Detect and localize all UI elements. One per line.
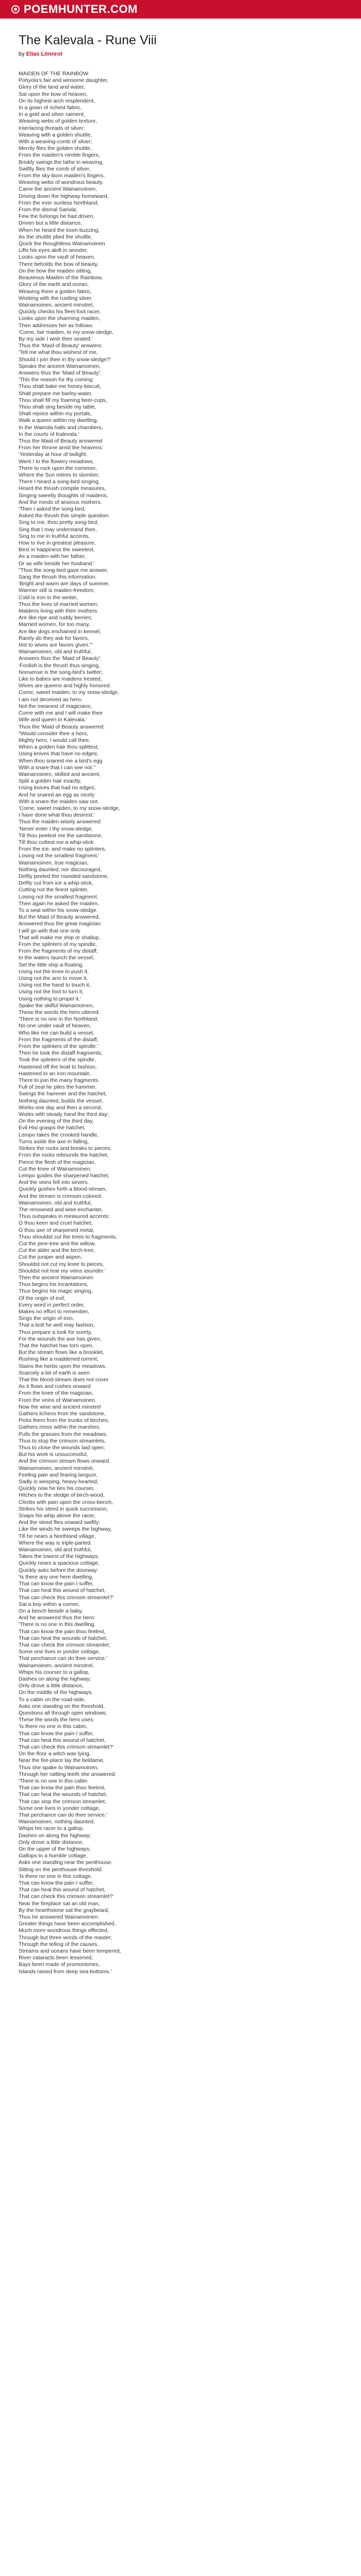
- poem-line: 'There is no one in this cabin: [19, 1777, 88, 1784]
- poem-line: With a weaving-comb of silver;: [19, 139, 92, 145]
- logo-text: POEMHUNTER.COM: [24, 3, 138, 15]
- poem-line: Using not the knee to push it,: [19, 968, 89, 975]
- poem-line: O thou keen and cruel hatchet,: [19, 1220, 93, 1227]
- poem-line: Wainamoinen, true magician,: [19, 859, 89, 866]
- poem-line: Thus the maiden wisely answered:: [19, 819, 102, 825]
- poem-line: Thus he answered Wainamoinen:: [19, 1914, 100, 1921]
- poem-line: But the Maid of Beauty answered,: [19, 914, 100, 921]
- poem-line: Whips his racer to a gallop,: [19, 1825, 84, 1832]
- poem-line: 'There is no one in this dwelling,: [19, 1621, 96, 1628]
- poem-line: Set the little ship a-floating,: [19, 961, 84, 968]
- poem-line: Using not the arm to move it,: [19, 975, 88, 982]
- poem-line: By my side I wish thee seated.': [19, 335, 93, 342]
- poem-line: From the splinters of the spindle.': [19, 1043, 99, 1050]
- poem-line: Came the ancient Wainamoinen,: [19, 186, 97, 193]
- poem-line: 'Yesterday at hour of twilight,: [19, 451, 88, 458]
- poem-line: Some one lives in yonder cottage,: [19, 1805, 101, 1811]
- poem-line: Through but three words of the master;: [19, 1934, 112, 1941]
- poem-line: And the veins fell into severs.: [19, 1179, 89, 1186]
- poem-line: Singing sweetly thoughts of maidens,: [19, 492, 108, 499]
- poem-line: I am not deceived as hero,: [19, 696, 83, 703]
- poem-line: From the rocks rebounds the hatchet,: [19, 1152, 109, 1159]
- poem-line: Cut the pine-tree and the willow,: [19, 1240, 96, 1247]
- poem-line: On its highest arch resplendent,: [19, 97, 95, 104]
- poem-line: From the sky-born maiden's fingers,: [19, 173, 105, 179]
- poem-line: Gathers lichens from the sandstone,: [19, 1411, 106, 1417]
- poem-line: Then the ancient Wainamoinen: [19, 1274, 93, 1281]
- poem-line: Glory of the earth and ocean,: [19, 281, 89, 288]
- poem-line: That perchance can do thee service.': [19, 1655, 107, 1662]
- poem-line: O thou axe of sharpened metal,: [19, 1227, 95, 1233]
- poem-line: Rarely do they ask for favors,: [19, 635, 89, 641]
- poem-line: Best in happiness the sweetest,: [19, 547, 95, 553]
- poem-line: Losing not the smallest fragment.: [19, 893, 99, 900]
- poem-line: That can check this crimson streamlet?': [19, 1594, 114, 1601]
- poem-line: Sadly is weeping, heavy-hearted,: [19, 1479, 99, 1485]
- poem-line: Using not the hand to touch it,: [19, 982, 91, 989]
- poem-line: On the middle of the highways,: [19, 1689, 93, 1696]
- poem-line: Turns aside the axe in falling,: [19, 1138, 89, 1145]
- poem-line: As it flows and rushes onward: [19, 1383, 91, 1390]
- poem-line: From the veins of Wainamoinen.: [19, 1397, 96, 1403]
- poem-line: Nothing daunted, builds the vessel,: [19, 1097, 103, 1104]
- poem-line: Whips his courser to a gallop,: [19, 1669, 90, 1675]
- poem-line: Glory of the land and water,: [19, 84, 85, 91]
- poem-line: Where the way is triple-parted.: [19, 1539, 92, 1546]
- poem-line: Gallops to a humble cottage,: [19, 1853, 88, 1859]
- poem-line: Wainamoinen, ancient minstrel,: [19, 301, 94, 308]
- poem-line: Then he took the distaff-fragments,: [19, 1050, 103, 1057]
- poem-line: Takes the lowest of the highways,: [19, 1553, 100, 1560]
- poem-line: That will make me ship or shallop,: [19, 934, 101, 941]
- poem-line: Using knives that have no edges;: [19, 751, 99, 757]
- poem-line: Where the Sun retires to slumber;: [19, 471, 100, 478]
- poem-line: Sing to me, thou pretty song-bird,: [19, 519, 99, 526]
- poem-line: Deftly cut from ice a whip-stick,: [19, 880, 93, 887]
- poem-line: That can heal this wound of hatchet,: [19, 1887, 106, 1893]
- poem-line: Bays been made of promontories,: [19, 1961, 100, 1968]
- poem-line: Like to babes are maidens treated,: [19, 676, 102, 683]
- poem-line: Cut the alder and the birch-tree,: [19, 1247, 95, 1254]
- poem-line: I will go with that one only: [19, 927, 80, 934]
- poem-line: Climbs with pain upon the cross-bench,: [19, 1499, 113, 1505]
- poem-line: Come with me and I will make thee: [19, 710, 103, 717]
- poem-line: Few the furlongs he had driven,: [19, 213, 95, 220]
- poem-line: Maidens living with their mothers: [19, 608, 97, 615]
- poem-line: Spake the skilful Wainamoinen,: [19, 1002, 94, 1009]
- poem-line: That can heal this wound of hatchet,: [19, 1737, 106, 1743]
- poem-line: 'Is there no one in this cottage,: [19, 1873, 92, 1879]
- poem-line: Nonsense is the song-bird's twitter;: [19, 669, 103, 675]
- poem-line: Scarcely a bit of earth is seen: [19, 1369, 90, 1376]
- poem-line: To a seat within his snow-sledge.: [19, 907, 98, 913]
- poem-line: Every word in perfect order,: [19, 1301, 85, 1308]
- by-label: by: [19, 51, 25, 57]
- poem-line: Cut the juniper and aspen,: [19, 1254, 83, 1261]
- poem-line: Thus outspeaks in measured accents:: [19, 1213, 110, 1220]
- poem-line: By the hearthstone sat the graybeard,: [19, 1907, 109, 1913]
- poem-line: Sat upon the bow of heaven,: [19, 91, 88, 97]
- poem-line: When a golden hair thou splittest,: [19, 744, 99, 751]
- poem-line: On the floor a witch was lying,: [19, 1751, 91, 1757]
- poem-line: Losing not the smallest fragment.': [19, 853, 100, 859]
- poem-line: Quickly asks before the doorway:: [19, 1567, 99, 1573]
- poem-line: I have done what thou desirest.': [19, 812, 95, 819]
- poem-line: Like the winds he sweeps the highway,: [19, 1526, 112, 1533]
- poem-line: Dashes on along the highway;: [19, 1832, 91, 1839]
- poem-line: When he heard the loom buzzing,: [19, 227, 100, 233]
- poem-line: Snaps his whip above the racer;: [19, 1513, 96, 1519]
- poem-line: Thou shalt bake me honey-biscuit,: [19, 383, 101, 390]
- poem-line: And the minds of anxious mothers.: [19, 499, 102, 505]
- poem-line: Through the telling of the causes,: [19, 1941, 99, 1947]
- poem-line: Looks upon the vault of heaven,: [19, 254, 95, 261]
- poem-line: In the Wainola halls and chambers,: [19, 424, 103, 431]
- poem-title: The Kalevala - Rune Viii: [19, 33, 157, 47]
- poem-line: Lempo takes the crooked handle,: [19, 1131, 99, 1138]
- poem-line: Sitting on the penthouse-threshold:: [19, 1866, 103, 1873]
- poem-line: For the wounds the axe has given,: [19, 1335, 102, 1342]
- poem-line: Asks one standing near the penthouse,: [19, 1859, 113, 1866]
- poem-line: Sing to me in truthful accents,: [19, 533, 90, 539]
- poem-line: Thus prepare a look for surety,: [19, 1329, 92, 1335]
- poem-line: Much more wondrous things effected,: [19, 1927, 109, 1934]
- poem-line: Rushing like a maddened torrent,: [19, 1356, 99, 1363]
- poem-line: These the words the hero uses:: [19, 1717, 95, 1723]
- poem-line: Answers thus the 'Maid of Beauty':: [19, 655, 102, 662]
- poem-line: Weaving with a golden shuttle,: [19, 131, 92, 138]
- poem-line: That can know the pain I suffer,: [19, 1581, 94, 1587]
- poem-line: Shouldst not tear my veins asunder.': [19, 1267, 106, 1274]
- poem-line: Thus to stop the crimson streamlets,: [19, 1437, 106, 1444]
- poem-line: That the blood-stream does not cover: [19, 1377, 109, 1383]
- poem-line: Pohyola's fair and winsome daughter,: [19, 77, 109, 84]
- poem-line: Cutting not the finest splinter,: [19, 887, 89, 893]
- poem-line: Streams and oceans have been tempered,: [19, 1948, 121, 1955]
- poem-line: When thou snarest me a bird's egg: [19, 757, 103, 764]
- poem-line: From the dismal Sariola;: [19, 207, 77, 213]
- poem-line: Some one lives in yonder cottage,: [19, 1649, 101, 1655]
- poem-line: From her throne amid the heavens:: [19, 445, 104, 451]
- poem-line: Quickly gushes forth a blood-stream,: [19, 1186, 107, 1193]
- poem-line: 'Come, sweet maiden, to my snow-sledge,: [19, 805, 120, 811]
- poem-line: Cut the knee of Wainamoinen;: [19, 1165, 91, 1172]
- poem-line: Took the splinters of the spindle,: [19, 1057, 96, 1063]
- poem-line: Wives are queens and highly honored.: [19, 683, 111, 689]
- poem-line: In a gown of richest fabric,: [19, 105, 82, 111]
- poem-line: In the waters launch the vessel,: [19, 955, 95, 961]
- poem-line: Thus to close the wounds laid open;: [19, 1445, 105, 1451]
- poem-line: Nothing daunted, nor discouraged,: [19, 866, 102, 873]
- poem-line: As the shuttle plied the shuttle,: [19, 233, 93, 240]
- poem-line: Looks upon the charming maiden,: [19, 315, 101, 322]
- poem-line: Briskly swings the lathe in weaving,: [19, 159, 104, 165]
- poem-line: From the maiden's nimble fingers,: [19, 152, 100, 159]
- poem-line: Speaks the ancient Wainamoinen,: [19, 363, 101, 369]
- poem-line: Till thou cuttest me a whip-stick: [19, 839, 94, 845]
- poem-line: That can know the pain thou feelest,: [19, 1628, 106, 1635]
- poem-line: And the crimson stream flows onward.: [19, 1458, 110, 1465]
- poem-line: And the stream is crimson-colored.: [19, 1193, 103, 1199]
- poem-line: That can know the pain I suffer,: [19, 1880, 94, 1887]
- poem-line: That the hatchet has torn open.: [19, 1342, 94, 1349]
- poem-line: Married women, for too many,: [19, 621, 90, 628]
- poem-line: Sat a boy within a corner,: [19, 1601, 79, 1607]
- poem-line: Hitches to the sledge of birch-wood,: [19, 1492, 105, 1499]
- poem-line: Thus the Maid of Beauty answered: [19, 437, 103, 444]
- poem-line: Only drove a little distance,: [19, 1839, 84, 1845]
- poem-line: From the fragments of the distaff,: [19, 1036, 99, 1043]
- poem-line: Full of zeal he plies the hammer,: [19, 1084, 97, 1091]
- poem-line: "Would consider thee a hero,: [19, 730, 88, 737]
- poem-line: Driven but a little distance,: [19, 220, 83, 227]
- poem-line: In the courts of Kalevala.': [19, 431, 79, 437]
- poem-line: And the steed flies onward swiftly;: [19, 1519, 101, 1526]
- poem-line: Works one day and then a second,: [19, 1104, 103, 1111]
- poem-line: Are like ripe and ruddy berries;: [19, 615, 92, 621]
- poem-line: 'Is there any one here dwelling,: [19, 1573, 94, 1580]
- poem-line: From the ice, and make no splinters,: [19, 846, 106, 853]
- poem-line: Thou shouldst cut the trees to fragments,: [19, 1233, 117, 1240]
- poem-line: To a cabin on the road-side,: [19, 1696, 86, 1703]
- poem-line: Lempo guides the sharpened hatchet,: [19, 1172, 110, 1179]
- poem-line: Went I to the flowery meadows,: [19, 458, 94, 465]
- poem-line: Using knives that had no edges;: [19, 785, 96, 791]
- poem-line: How to live in greatest pleasure,: [19, 540, 96, 547]
- poem-line: 'Bright and warm are days of summer,: [19, 581, 110, 587]
- poem-line: Makes no effort to remember,: [19, 1308, 89, 1315]
- poem-line: That can stop the crimson streamlet;: [19, 1798, 106, 1805]
- poem-line: Of the origin of evil,: [19, 1295, 65, 1301]
- poem-line: Works with steady hand the third day;: [19, 1111, 109, 1118]
- poem-line: 'This the reason for thy coming:: [19, 377, 94, 383]
- poem-line: Thus she spake to Wainamoinen,: [19, 1764, 99, 1771]
- poem-line: Thus the 'Maid of Beauty' answers:: [19, 343, 103, 349]
- poem-line: As a maiden with her father,: [19, 553, 86, 560]
- poem-line: Come, sweet maiden, to my snow-sledge,: [19, 689, 119, 696]
- poem-line: From the knee of the magician,: [19, 1390, 93, 1397]
- poem-line: And he answered thus the hero:: [19, 1615, 95, 1621]
- poem-line: On the bow the maiden sitting,: [19, 267, 92, 274]
- poem-line: Till thou peelest me the sandstone,: [19, 832, 103, 839]
- poem-line: Gathers moss within the marshes,: [19, 1424, 101, 1431]
- poem-line: 'Then I asked the song-bird,: [19, 506, 86, 512]
- poem-line: Working with the rustling silver.: [19, 295, 93, 301]
- poem-line: Then again he asked the maiden,: [19, 900, 99, 907]
- poem-line: Pierce the flesh of the magician,: [19, 1159, 96, 1165]
- poem-line: Heard the thrush compile measures,: [19, 485, 106, 492]
- poem-line: Thus the lives of married women;: [19, 601, 99, 607]
- poem-line: Hastened to an iron mountain,: [19, 1070, 91, 1077]
- poem-line: That can check the crimson streamlet;: [19, 1641, 110, 1648]
- poem-line: Sing that I may understand thee,: [19, 526, 97, 533]
- poem-line: Till he nears a Northland village,: [19, 1533, 96, 1539]
- poem-line: Walk a queen within my dwelling,: [19, 417, 99, 424]
- poem-line: Wainamoinen, old and truthful,: [19, 649, 92, 655]
- poem-line: Lifts his eyes aloft in wonder,: [19, 247, 88, 254]
- poem-line: In a gold and silver raiment,: [19, 111, 85, 118]
- poem-line: Quickly checks his fleet-foot racer,: [19, 309, 101, 315]
- poem-line: From the ever sunless Northland,: [19, 199, 99, 206]
- poem-line: On the evening of the third day,: [19, 1118, 94, 1125]
- poem-line: 'Never enter I thy snow-sledge,: [19, 825, 93, 832]
- poem-line: Thou shalt sing beside my table,: [19, 403, 96, 410]
- poem-line: There to join the many fragments.: [19, 1077, 100, 1084]
- author-link[interactable]: Elias Lönnrot: [26, 51, 62, 57]
- poem-line: That can heal the wounds of hatchet,: [19, 1791, 108, 1798]
- poem-line: Or as wife beside her husband.': [19, 560, 95, 567]
- poem-line: Beauteous Maiden of the Rainbow,: [19, 275, 103, 281]
- poem-line: That a bolt he well may fashion,: [19, 1322, 95, 1329]
- poem-line: Then addresses her as follows:: [19, 322, 94, 329]
- poem-line: Weaving webs of golden texture,: [19, 118, 97, 125]
- poem-line: Answers thus the 'Maid of Beauty':: [19, 369, 102, 376]
- poem-line: Only drove a little distance,: [19, 1683, 84, 1689]
- poem-line: That can know the pain I suffer,: [19, 1730, 94, 1737]
- poem-line: With a snare the maiden saw not.: [19, 798, 99, 805]
- poem-line: From the fragments of my distaff,: [19, 948, 98, 955]
- poem-line: Near the fire-place lay the beldame,: [19, 1757, 105, 1764]
- poem-line: Hastened off the boat to fashion,: [19, 1063, 97, 1070]
- poem-line: Wainamoinen, nothing daunted,: [19, 1819, 95, 1825]
- poem-line: Thus the 'Maid of Beauty answered:: [19, 723, 105, 730]
- poem-line: The renowned and wise enchanter,: [19, 1206, 103, 1213]
- poem-line: Should I join thee in thy snow-sledge?': [19, 356, 111, 363]
- poem-line: There beholds the bow of beauty,: [19, 261, 99, 267]
- poem-line: Cold is iron in the winter,: [19, 594, 78, 601]
- poem-line: On the upper of the highways,: [19, 1846, 91, 1853]
- poem-line: No one under vault of heaven,: [19, 1023, 91, 1029]
- logo-icon: [11, 5, 20, 13]
- poem-line: There to rock upon the common,: [19, 465, 97, 471]
- poem-line: Quickly now he ties his courser,: [19, 1485, 95, 1492]
- poem-line: Wainamoinen, skilled and ancient,: [19, 771, 101, 777]
- poem-line: Pulls the grasses from the meadows,: [19, 1431, 108, 1437]
- poem-line: Swings the hammer and the hatchet,: [19, 1091, 107, 1097]
- poem-line: Not the meanest of magicians;: [19, 703, 92, 709]
- poem-line: Strikes his steed in quick succession,: [19, 1505, 108, 1512]
- poem-line: Answered thus the great magician:: [19, 921, 102, 927]
- poem-line: Questions all through open windows,: [19, 1709, 107, 1716]
- poem-line: From the splinters of my spindle,: [19, 941, 97, 947]
- poem-line: Thou shalt fill my foaming beer-cups,: [19, 397, 107, 403]
- poem-line: 'Foolish is the thrush thus singing,: [19, 662, 100, 669]
- poem-line: And he snared an egg as nicely: [19, 791, 95, 798]
- poem-line: With a snare that I can see not.": [19, 764, 96, 771]
- poem-line: Not to wives are favors given.'": [19, 642, 93, 649]
- poem-line: Who like me can build a vessel,: [19, 1029, 95, 1036]
- poem-line: Quickly nears a spacious cottage,: [19, 1560, 100, 1567]
- poem-line: Wainamoinen, ancient minstrel,: [19, 1662, 94, 1669]
- poem-line: Wainamoinen, old and truthful,: [19, 1547, 92, 1553]
- poem-line: There I heard a song-bird singing,: [19, 479, 100, 485]
- poem-content: [0, 19, 361, 2576]
- poem-line: Shalt rejoice within my portals,: [19, 411, 92, 417]
- poem-line: Merrily flies the golden shuttle,: [19, 145, 92, 152]
- poem-line: River cataracts been lessened,: [19, 1955, 93, 1961]
- poem-line: Evil Hisi grasps the hatchet,: [19, 1125, 86, 1131]
- poem-line: Picks them from the trunks of birches,: [19, 1417, 109, 1424]
- poem-line: Weaving webs of wondrous beauty.: [19, 179, 104, 186]
- poem-line: But the stream flows like a brooklet,: [19, 1349, 104, 1356]
- poem-line: Shalt prepare me barley-water,: [19, 390, 93, 397]
- poem-line: Islands raised from deep sea-bottoms.': [19, 1968, 112, 1975]
- poem-line: Now the wise and ancient minstrel: [19, 1403, 101, 1410]
- poem-line: Dashes on along the highway;: [19, 1675, 91, 1682]
- poem-line: Interlacing threads of silver;: [19, 125, 85, 131]
- poem-line: That can know the pain thou feelest,: [19, 1785, 106, 1791]
- poem-line: Split a golden hair exactly,: [19, 778, 81, 785]
- poem-line: Mighty hero, I would call thee,: [19, 737, 90, 743]
- poem-line: Through her rattling teeth she answered:: [19, 1771, 117, 1777]
- poem-line: Greater things have been accomplished,: [19, 1921, 116, 1927]
- poem-line: That can heal this wound of hatchet,: [19, 1587, 106, 1594]
- poem-line: Weaving there a golden fabric,: [19, 288, 92, 295]
- poem-line: Wainamoinen, old and truthful,: [19, 1199, 92, 1206]
- poem-line: Asks one standing on the threshold,: [19, 1703, 105, 1709]
- poem-line: These the words the hero uttered:: [19, 1009, 100, 1016]
- poem-line: But his work is unsuccessful,: [19, 1451, 88, 1458]
- poem-line: Using nothing to propel it.': [19, 995, 81, 1002]
- poem-line: Near the fireplace sat an old man,: [19, 1900, 100, 1907]
- poem-line: MAIDEN OF THE RAINBOW.: [19, 71, 90, 77]
- poem-line: Warmer still is maiden-freedom;: [19, 587, 95, 594]
- poem-line: Shouldst not cut my knee to pieces,: [19, 1261, 104, 1267]
- poem-line: Deftly peeled the rounded sandstone,: [19, 873, 109, 879]
- poem-line: Asked the thrush this simple question:: [19, 513, 110, 519]
- poem-line: That perchance can do thee service.': [19, 1812, 107, 1818]
- poem-line: That can check this crimson streamlet?': [19, 1743, 114, 1750]
- poem-line: Thus begins his incantations,: [19, 1281, 89, 1288]
- poem-line: Strikes the rocks and breaks to pieces;: [19, 1145, 112, 1152]
- poem-line: Swiftly flies the comb of silver,: [19, 165, 91, 172]
- poem-line: "Thus the song-bird gave me answer,: [19, 567, 108, 573]
- poem-line: Stains the herbs upon the meadows,: [19, 1363, 107, 1369]
- poem-line: Wainamoinen, ancient minstrel,: [19, 1465, 94, 1471]
- poem-body: [19, 71, 342, 1975]
- poem-line: On a bench beside a baby,: [19, 1607, 83, 1614]
- poem-line: That can check this crimson streamlet?': [19, 1893, 114, 1900]
- poem-line: 'Tell me what thou wishest of me,: [19, 349, 98, 356]
- poem-line: Driving down the highway homeward,: [19, 193, 109, 199]
- poem-line: Quick the thoughtless Wainamoinen: [19, 241, 105, 247]
- poem-line: Are like dogs enchained in kennel,: [19, 628, 101, 635]
- poem-line: 'Come, fair maiden, to my snow-sledge,: [19, 329, 114, 335]
- site-logo[interactable]: [11, 3, 138, 16]
- poem-line: Thus begins his magic singing,: [19, 1288, 93, 1295]
- poem-line: Using not the foot to turn it,: [19, 989, 84, 995]
- poem-line: Feeling pain and fearing languor,: [19, 1471, 97, 1478]
- poem-line: 'There is no one in the Northland,: [19, 1016, 99, 1023]
- site-header: [0, 0, 361, 19]
- poem-line: That can heal the wounds of hatchet,: [19, 1635, 108, 1641]
- poem-line: 'Is there no one in this cabin,: [19, 1723, 88, 1730]
- poem-line: Sang the thrush this information:: [19, 574, 97, 581]
- poem-line: Wife and queen in Kalevala.': [19, 717, 87, 723]
- poem-line: Sings the origin of iron,: [19, 1315, 74, 1322]
- poem-byline: [19, 51, 342, 57]
